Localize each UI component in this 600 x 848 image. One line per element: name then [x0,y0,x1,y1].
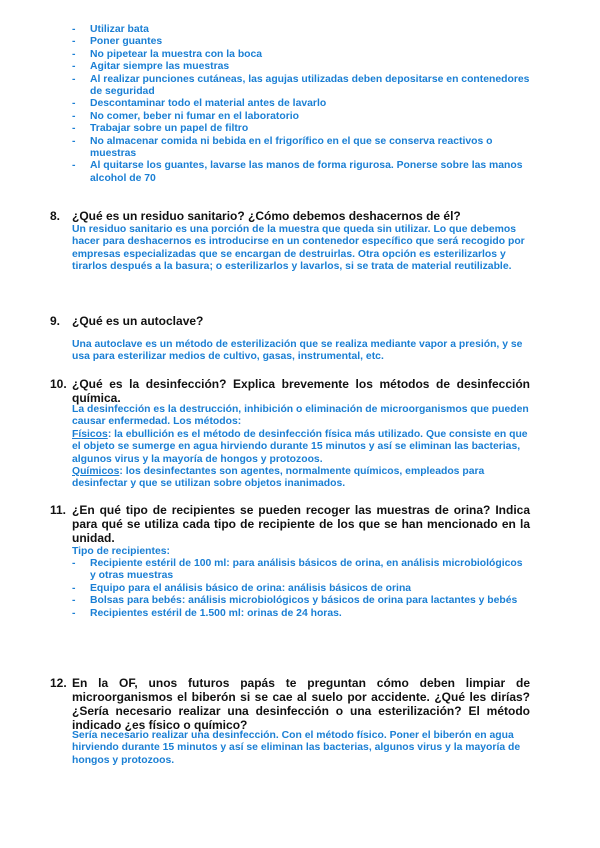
bullet-dash: - [72,61,76,73]
question-number: 9. [50,314,61,328]
question-8 [50,209,530,223]
method-label: Químicos [72,466,120,478]
bullet-dash: - [72,595,76,607]
method-quimicos: Químicos: los desinfectantes son agentes, normalmente químicos, empleados para desinfectar y que se utilizan sobre objetos inanimados. [72,466,485,490]
bullet-dash: - [72,123,76,135]
answer-11-intro: Tipo de recipientes: [72,546,170,557]
list-item: - No almacenar comida ni bebida en el frigorífico en el que se conserva reactivos o muestras [72,135,493,160]
bullet-dash: - [72,73,76,85]
question-text: ¿Qué es un residuo sanitario? ¿Cómo debemos deshacernos de él? [72,209,461,223]
question-12 [50,676,530,732]
list-item: - Equipo para el análisis básico de orina: análisis básicos de orina [72,582,412,594]
recipient-list [72,558,530,620]
bullet-dash: - [72,607,76,619]
bullet-dash: - [72,24,76,35]
question-text: ¿Qué es un autoclave? [72,314,204,328]
question-number: 12. [50,676,67,690]
question-number: 11. [50,503,67,517]
question-9 [50,314,530,328]
list-item: - Al realizar punciones cutáneas, las agujas utilizadas deben depositarse en contenedores de seguridad [72,73,530,98]
list-item: - Agitar siempre las muestras [72,61,230,73]
bullet-dash: - [72,160,76,172]
question-number: 10. [50,377,67,391]
bullet-dash: - [72,135,76,147]
list-item: - Recipientes estéril de 1.500 ml: orinas de 24 horas. [72,607,342,619]
list-item: - No comer, beber ni fumar en el laboratorio [72,110,300,122]
bullet-dash: - [72,36,76,48]
list-item: - No pipetear la muestra con la boca [72,48,263,60]
question-number: 8. [50,209,61,223]
list-item: - Al quitarse los guantes, lavarse las manos de forma rigurosa. Ponerse sobre las manos alcohol de 70 [72,160,523,184]
list-item: - Utilizar bata [72,24,149,35]
answer-12: Sería necesario realizar una desinfección. Con el método físico. Poner el biberón en agua hirviendo durante 15 minutos y así se eliminan las bacterias, algunos virus y la mayoría de hongos y protozoos. [72,730,521,766]
bullet-dash: - [72,48,76,60]
bullet-dash: - [72,98,76,110]
question-10 [50,377,530,405]
question-text: ¿Qué es la desinfección? Explica brevemente los métodos de desinfección química. [72,377,530,405]
answer-10 [72,404,530,491]
answer-intro: La desinfección es la destrucción, inhibición o eliminación de microorganismos que pueden causar enfermedad. Los métodos: [72,404,529,428]
list-item: - Recipiente estéril de 100 ml: para análisis básicos de orina, en análisis microbiológicos y otras muestras [72,558,523,582]
list-item: - Poner guantes [72,36,163,48]
method-fisicos: Físicos: la ebullición es el método de desinfección física más utilizado. Que consiste en que el objeto se sumerge en agua hirviendo durante 15 minutos y así se eliminan las bacterias, algunos virus y la mayoría de hongos y protozoos. [72,428,528,465]
answer-9: Una autoclave es un método de esterilización que se realiza mediante vapor a presión, y se usa para esterilizar medios de cultivo, gasas, instrumental, etc. [72,339,523,363]
list-item: - Descontaminar todo el material antes de lavarlo [72,98,327,110]
question-11 [50,503,530,545]
question-text: En la OF, unos futuros papás te preguntan cómo deben limpiar de microorganismos el biberón si se cae al suelo por accidente. ¿Qué les dirías? ¿Sería necesario realizar una desinfección o una esterilización? El método indicado ¿es físico o químico? [72,676,530,732]
bullet-dash: - [72,558,76,569]
method-label: Físicos [72,428,108,440]
answer-8: Un residuo sanitario es una porción de la muestra que queda sin utilizar. Lo que debemos hacer para deshacernos es introducirse en un contenedor específico que será recogido por empresas especializadas que se encargan de destruirlas. Otra opción es esterilizarlos y tirarlos después a la basura; o esterilizarlos y lavarlos, si se trata de material reutilizable. [72,224,525,273]
list-item: - Trabajar sobre un papel de filtro [72,123,249,135]
bullet-dash: - [72,582,76,594]
bullet-dash: - [72,110,76,122]
question-text: ¿En qué tipo de recipientes se pueden recoger las muestras de orina? Indica para qué se utiliza cada tipo de recipiente de los que se han mencionado en la unidad. [72,503,530,545]
safety-rules-list [72,24,530,185]
list-item: - Bolsas para bebés: análisis microbiológicos y básicos de orina para lactantes y bebés [72,595,518,607]
